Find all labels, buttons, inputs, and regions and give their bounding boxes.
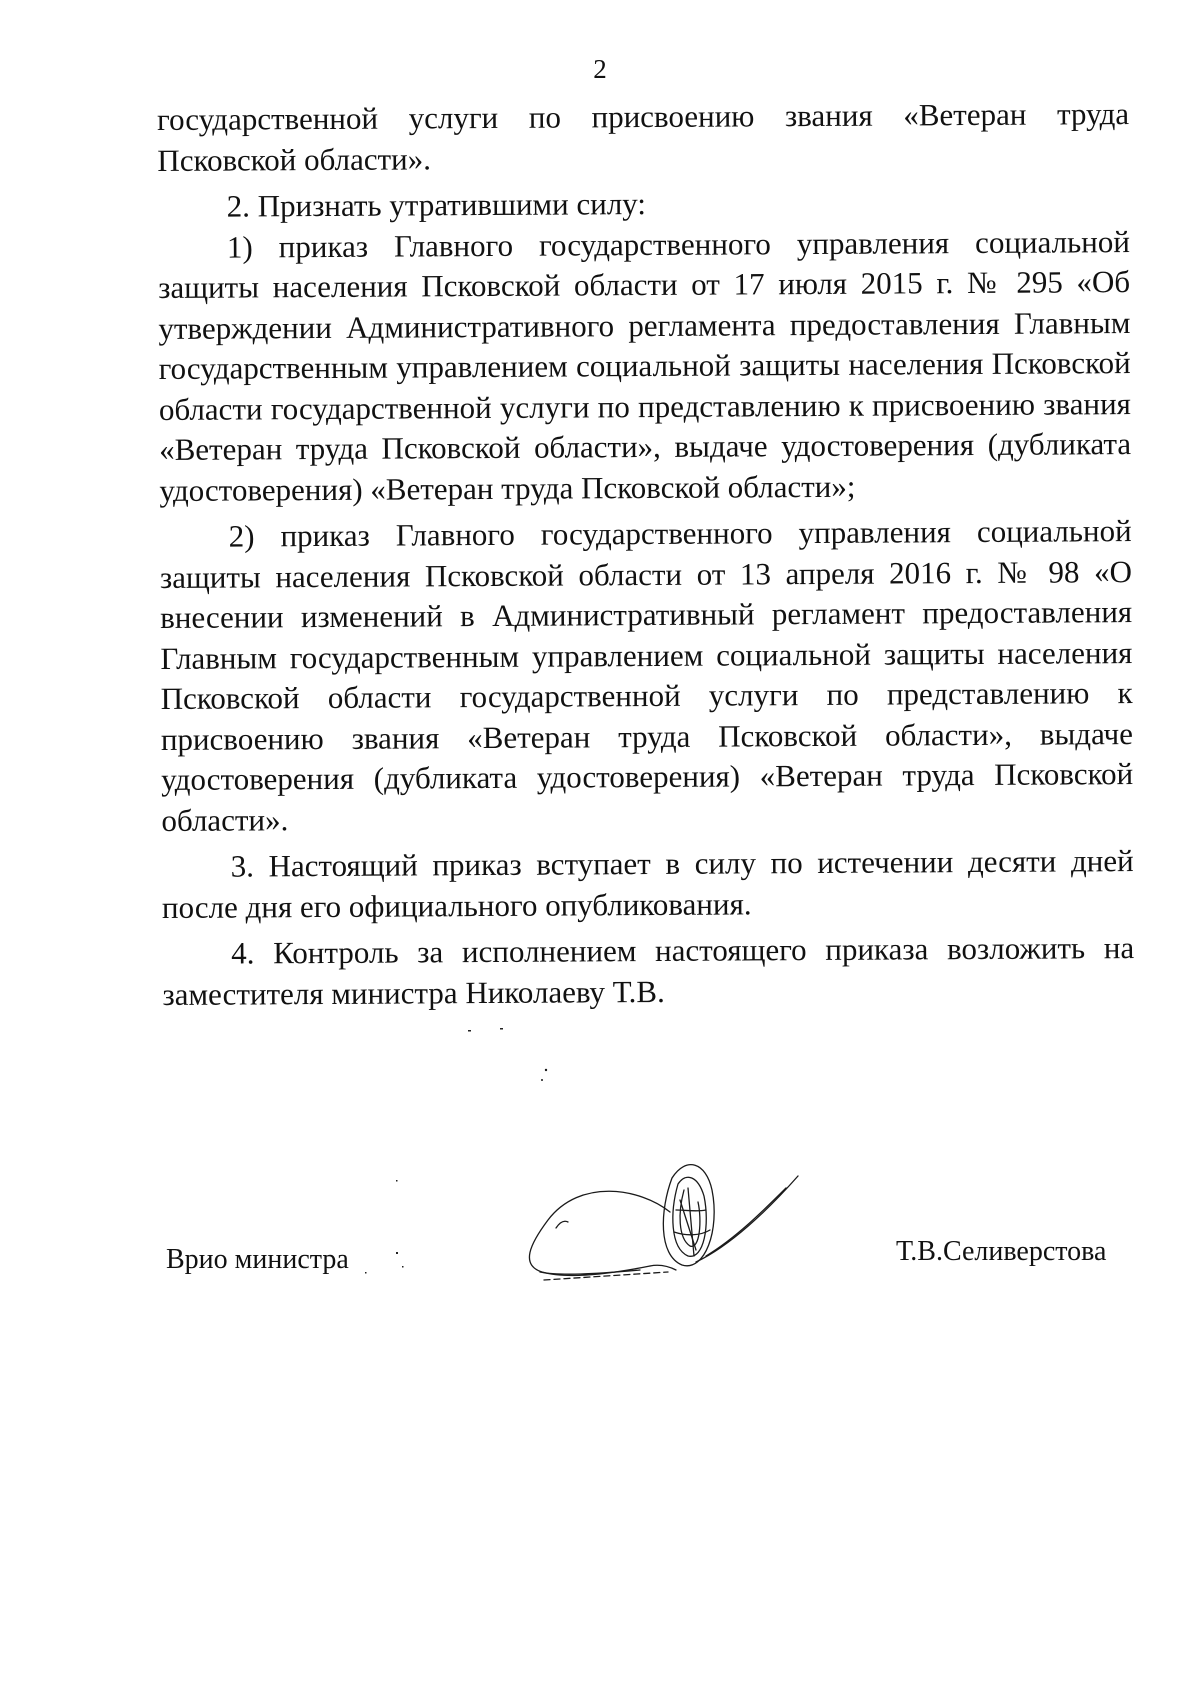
paragraph-subitem-1: 1) приказ Главного государственного управления социальной защиты населения Псковской области от 17 июля 2015 г. № 295 «Об утверждении Административного регламента предоставления Главным государственным управлением социальной защиты населения Псковской области государственной услуги по представлению к присвоению звания «Ветеран труда Псковской области», выдаче удостоверения (дубликата удостоверения) «Ветеран труда Псковской области»; (158, 223, 1132, 508)
paragraph-subitem-2: 2) приказ Главного государственного управления социальной защиты населения Псковской области от 13 апреля 2016 г. № 98 «О внесении изменений в Административный регламент предоставления Главным государственным управлением социальной защиты населения Псковской области государственной услуги по представлению к присвоению звания «Ветеран труда Псковской области», выдаче удостоверения (дубликата удостоверения) «Ветеран труда Псковской области». (159, 513, 1134, 838)
page-number: 2 (593, 54, 607, 84)
paragraph-continuation: государственной услуги по присвоению звания «Ветеран труда Псковской области». (157, 96, 1130, 178)
paragraph-item-2: 2. Признать утратившими силу: (226, 186, 647, 224)
paragraph-item-3: 3. Настоящий приказ вступает в силу по истечении десяти дней после дня его официального опубликования. (161, 843, 1134, 925)
paragraph-item-4: 4. Контроль за исполнением настоящего приказа возложить на заместителя министра Николаеву Т.В. (162, 930, 1135, 1012)
document-body (157, 94, 1135, 1015)
signatory-name: Т.В.Селиверстова (896, 1236, 1107, 1267)
handwritten-signature (500, 1060, 860, 1300)
signature-block (0, 1060, 1200, 1300)
signatory-position: Врио министра (166, 1244, 349, 1275)
